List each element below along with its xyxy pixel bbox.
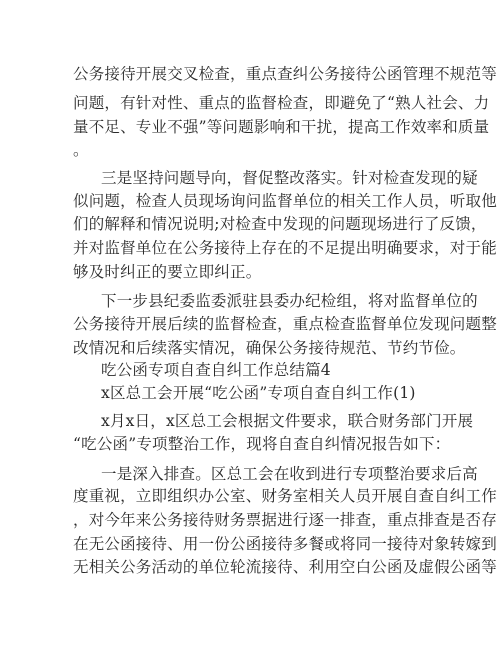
text-line: x月x日，x区总工会根据文件要求，联合财务部门开展 (101, 412, 474, 430)
text-line: 无相关公务活动的单位轮流接待、利用空白公函及虚假公函等 (73, 558, 497, 576)
text-line: 并对监督单位在公务接待上存在的不足提出明确要求，对于能 (73, 239, 497, 257)
text-line: 。 (73, 141, 89, 159)
text-line: 三是坚持问题导向，督促整改落实。针对检查发现的疑 (101, 169, 478, 187)
text-line: 公务接待开展交叉检查，重点查纠公务接待公函管理不规范等 (73, 65, 497, 83)
text-line: 问题，有针对性、重点的监督检查，即避免了“熟人社会、力 (73, 94, 490, 112)
text-line: 量不足、专业不强”等问题影响和干扰，提高工作效率和质量 (73, 118, 490, 136)
text-line: 似问题，检查人员现场询问监督单位的相关工作人员，听取他 (73, 192, 497, 210)
text-line: 改情况和后续落实情况，确保公务接待规范、节约节俭。 (73, 339, 466, 357)
text-line: 度重视，立即组织办公室、财务室相关人员开展自查自纠工作 (73, 487, 497, 505)
text-line: 一是深入排查。区总工会在收到进行专项整治要求后高 (101, 465, 478, 483)
section-heading: 吃公函专项自查自纠工作总结篇4 (101, 361, 331, 379)
text-line: 在无公函接待、用一份公函接待多餐或将同一接待对象转嫁到 (73, 535, 497, 553)
text-line: 们的解释和情况说明;对检查中发现的问题现场进行了反馈， (73, 215, 487, 233)
text-line: ，对今年来公务接待财务票据进行逐一排查，重点排查是否存 (73, 511, 497, 529)
text-line: 下一步县纪委监委派驻县委办纪检组，将对监督单位的 (101, 292, 478, 310)
subheading: x区总工会开展“吃公函”专项自查自纠工作(1) (101, 384, 416, 402)
text-line: 公务接待开展后续的监督检查，重点检查监督单位发现问题整 (73, 315, 497, 333)
text-line: “吃公函”专项整治工作，现将自查自纠情况报告如下： (73, 435, 451, 453)
text-line: 够及时纠正的要立即纠正。 (73, 263, 262, 281)
